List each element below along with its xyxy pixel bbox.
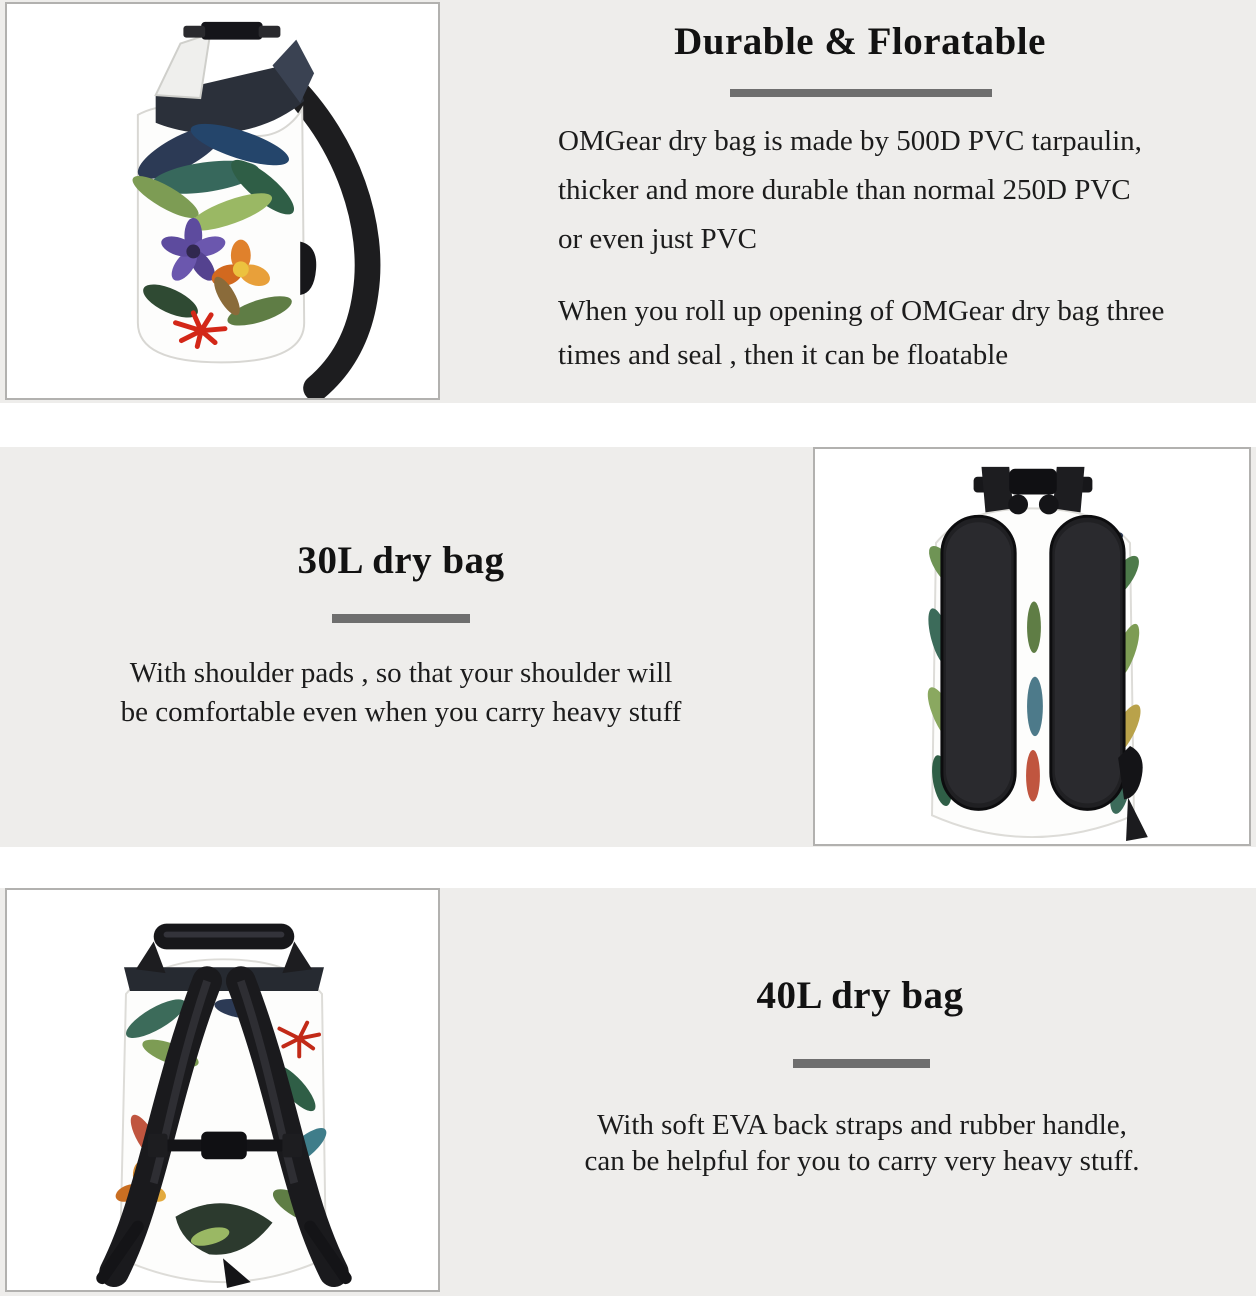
title-divider: [793, 1059, 930, 1068]
text-line: With shoulder pads , so that your shoulder will: [129, 657, 673, 689]
durable-paragraph-1: [558, 117, 1218, 264]
40l-paragraph: [512, 1107, 1212, 1179]
text-line: With soft EVA back straps and rubber handle,: [597, 1109, 1127, 1141]
section-title-40l: 40L dry bag: [756, 974, 964, 1017]
product-photo-back-view-straps: [5, 888, 440, 1292]
section-title-30l: 30L dry bag: [297, 539, 505, 582]
section-title-durable: Durable & Floratable: [674, 20, 1046, 63]
title-divider: [332, 614, 470, 623]
30l-paragraph: [51, 654, 751, 732]
text-line: OMGear dry bag is made by 500D PVC tarpaulin,: [558, 125, 1142, 157]
text-line: When you roll up opening of OMGear dry bag three: [558, 295, 1165, 327]
chest-buckle: [201, 1132, 247, 1160]
roll-top-closure: [156, 22, 314, 134]
dry-bag-back-pads-illustration: [815, 449, 1249, 844]
text-line: or even just PVC: [558, 223, 757, 255]
top-buckle: [974, 467, 1093, 515]
product-photo-front-view: [5, 2, 440, 400]
product-photo-back-view-pads: [813, 447, 1251, 846]
text-line: be comfortable even when you carry heavy stuff: [120, 696, 682, 728]
text-line: thicker and more durable than normal 250D PVC: [558, 174, 1131, 206]
dry-bag-back-straps-illustration: [7, 890, 438, 1290]
text-line: times and seal , then it can be floatable: [558, 339, 1009, 371]
shoulder-pad-left-face: [946, 522, 1011, 803]
shoulder-pad-right-face: [1055, 522, 1120, 803]
title-divider: [730, 89, 992, 97]
side-clip: [300, 242, 316, 295]
durable-paragraph-2: [558, 289, 1218, 377]
floral-dry-bag-front-illustration: [7, 4, 438, 398]
rubber-handle: [124, 924, 324, 991]
text-line: can be helpful for you to carry very heavy stuff.: [584, 1145, 1140, 1177]
